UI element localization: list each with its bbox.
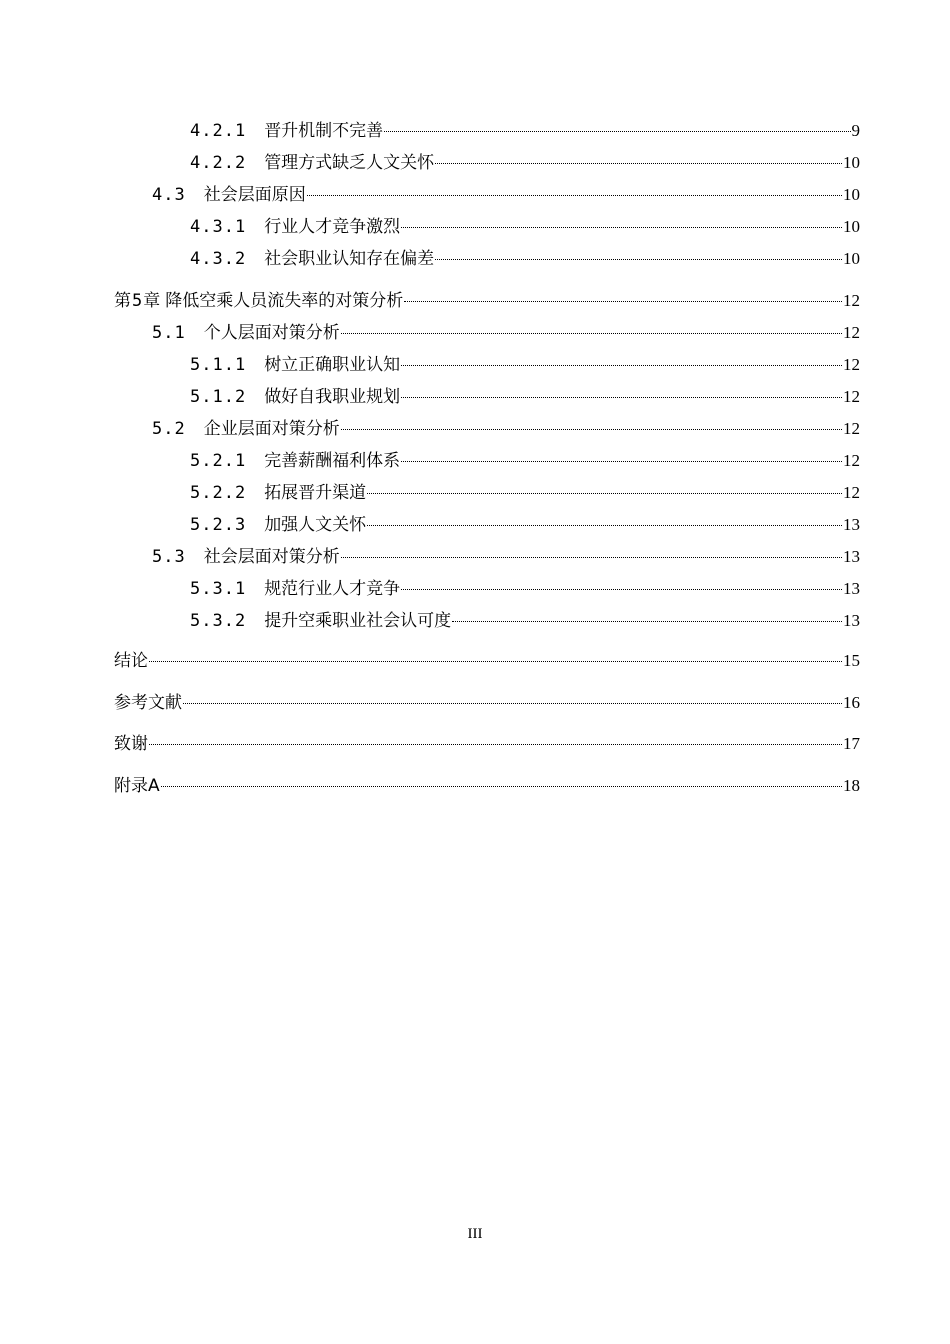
dot-leader: [341, 333, 842, 334]
toc-entry-title: 做好自我职业规划: [264, 387, 401, 407]
toc-entry-number: 5.3.1: [190, 579, 247, 599]
toc-entry-page: 13: [843, 611, 860, 630]
toc-entry-page: 10: [843, 185, 860, 204]
toc-entry-page: 12: [843, 387, 860, 406]
toc-entry[interactable]: [152, 322, 860, 344]
toc-entry-references[interactable]: [114, 692, 860, 714]
toc-entry-title: 提升空乘职业社会认可度: [264, 611, 452, 631]
toc-entry-page: 12: [843, 451, 860, 470]
toc-entry-page: 10: [843, 217, 860, 236]
toc-entry-title: 参考文献: [114, 693, 182, 713]
dot-leader: [307, 195, 842, 196]
toc-entry-page: 12: [843, 419, 860, 438]
toc-entry-number: 4.2.2: [190, 153, 247, 173]
toc-entry[interactable]: [190, 578, 860, 600]
toc-entry-number: 5.2.3: [190, 515, 247, 535]
dot-leader: [384, 131, 850, 132]
toc-entry[interactable]: [190, 120, 860, 142]
toc-entry-chapter[interactable]: [114, 290, 860, 312]
toc-entry-page: 12: [843, 291, 860, 310]
toc-entry[interactable]: [190, 248, 860, 270]
toc-entry-number: 5.1.1: [190, 355, 247, 375]
dot-leader: [452, 621, 842, 622]
toc-entry-title: 社会层面原因: [203, 185, 306, 205]
toc-entry-number: 5.3.2: [190, 611, 247, 631]
dot-leader: [341, 429, 842, 430]
toc-entry-conclusion[interactable]: [114, 650, 860, 672]
toc-entry-number: 4.3: [152, 185, 186, 205]
toc-entry[interactable]: [190, 354, 860, 376]
toc-entry-title: 致谢: [114, 734, 148, 754]
toc-entry-title: 管理方式缺乏人文关怀: [264, 153, 435, 173]
toc-entry-page: 10: [843, 153, 860, 172]
toc-entry-title: 树立正确职业认知: [264, 355, 401, 375]
toc-entry[interactable]: [190, 386, 860, 408]
toc-entry-title: 个人层面对策分析: [203, 323, 340, 343]
toc-entry-title: 完善薪酬福利体系: [264, 451, 401, 471]
toc-entry-page: 10: [843, 249, 860, 268]
toc-entry-page: 12: [843, 483, 860, 502]
toc-entry-page: 18: [843, 776, 860, 795]
toc-entry-number: 5.1: [152, 323, 186, 343]
dot-leader: [183, 703, 842, 704]
toc-entry-page: 12: [843, 355, 860, 374]
toc-entry-title: 行业人才竞争激烈: [264, 217, 401, 237]
toc-entry-number: 4.2.1: [190, 121, 247, 141]
toc-entry-page: 16: [843, 693, 860, 712]
toc-entry-page: 17: [843, 734, 860, 753]
toc-entry[interactable]: [152, 184, 860, 206]
toc-entry-number: 4.3.1: [190, 217, 247, 237]
toc-entry[interactable]: [190, 514, 860, 536]
toc-entry[interactable]: [152, 418, 860, 440]
toc-entry-title: 附录A: [114, 776, 160, 796]
toc-entry[interactable]: [152, 546, 860, 568]
toc-entry-number: 5.1.2: [190, 387, 247, 407]
toc-entry-number: 5.2: [152, 419, 186, 439]
dot-leader: [401, 461, 842, 462]
toc-entry-title: 规范行业人才竞争: [264, 579, 401, 599]
dot-leader: [367, 493, 842, 494]
dot-leader: [401, 227, 842, 228]
toc-entry[interactable]: [190, 482, 860, 504]
toc-entry-page: 9: [851, 121, 860, 140]
dot-leader: [401, 397, 842, 398]
dot-leader: [161, 786, 842, 787]
toc-entry-number: 4.3.2: [190, 249, 247, 269]
toc-entry-number: 5.2.2: [190, 483, 247, 503]
dot-leader: [435, 259, 842, 260]
dot-leader: [149, 661, 842, 662]
toc-entry-page: 13: [843, 579, 860, 598]
toc-entry-title: 社会职业认知存在偏差: [264, 249, 435, 269]
dot-leader: [367, 525, 842, 526]
dot-leader: [404, 301, 842, 302]
toc-entry-appendix[interactable]: [114, 775, 860, 797]
toc-entry-acknowledgements[interactable]: [114, 733, 860, 755]
dot-leader: [401, 589, 842, 590]
toc-entry[interactable]: [190, 610, 860, 632]
toc-entry-title: 晋升机制不完善: [264, 121, 384, 141]
dot-leader: [435, 163, 842, 164]
toc-entry-page: 13: [843, 515, 860, 534]
toc-entry-number: 5.3: [152, 547, 186, 567]
toc-entry-title: 加强人文关怀: [264, 515, 367, 535]
toc-entry-title: 拓展晋升渠道: [264, 483, 367, 503]
dot-leader: [401, 365, 842, 366]
toc-entry-title: 结论: [114, 651, 148, 671]
dot-leader: [341, 557, 842, 558]
toc-entry[interactable]: [190, 450, 860, 472]
toc-entry-title: 社会层面对策分析: [203, 547, 340, 567]
toc-entry-title: 降低空乘人员流失率的对策分析: [165, 291, 404, 311]
toc-entry-number: 5.2.1: [190, 451, 247, 471]
page-number-footer: III: [467, 1226, 483, 1242]
toc-entry-number: 第5章: [114, 291, 162, 311]
dot-leader: [149, 744, 842, 745]
toc-entry-page: 15: [843, 651, 860, 670]
toc-entry-page: 12: [843, 323, 860, 342]
toc-entry-title: 企业层面对策分析: [203, 419, 340, 439]
toc-entry-page: 13: [843, 547, 860, 566]
toc-entry[interactable]: [190, 216, 860, 238]
toc-entry[interactable]: [190, 152, 860, 174]
